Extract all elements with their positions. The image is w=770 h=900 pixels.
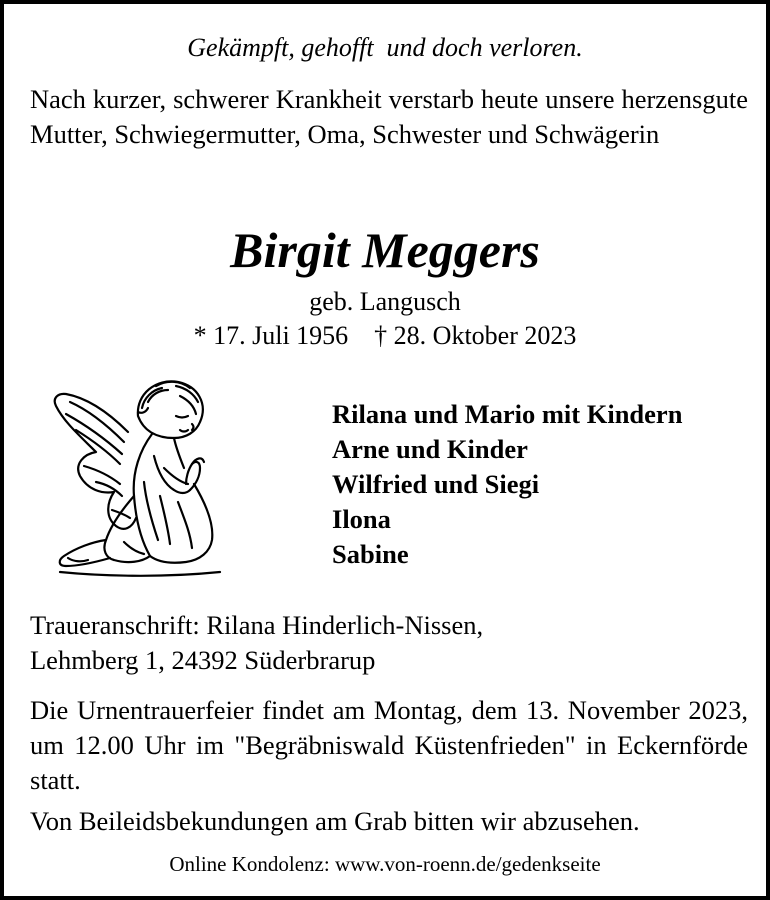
mourner-item: Sabine	[332, 539, 409, 569]
mourner-item: Rilana und Mario mit Kindern	[332, 399, 683, 429]
birth-name: geb. Langusch	[309, 287, 461, 316]
mourner-item: Ilona	[332, 504, 391, 534]
deceased-name: Birgit Meggers	[230, 222, 540, 278]
mourner-item: Wilfried und Siegi	[332, 469, 540, 499]
address-line-2: Lehmberg 1, 24392 Süderbrarup	[30, 645, 376, 675]
address-line-1: Traueranschrift: Rilana Hinderlich-Nissen,	[30, 610, 484, 640]
intro-text: Nach kurzer, schwerer Krankheit verstarb heute unsere herzensgute Mutter, Schwiegermutter, Oma, Schwester und Schwägerin	[30, 84, 748, 149]
ceremony-info: Die Urnentrauerfeier findet am Montag, dem 13. November 2023, um 12.00 Uhr im "Begräbniswald Küstenfrieden" in Eckernförde statt.	[30, 695, 748, 795]
no-condolences-note: Von Beileidsbekundungen am Grab bitten wir abzusehen.	[30, 806, 640, 836]
mourning-address	[30, 608, 483, 678]
online-condolence-link[interactable]: Online Kondolenz: www.von-roenn.de/gedenkseite	[169, 852, 601, 876]
praying-angel-icon	[40, 372, 240, 588]
mourners-list	[332, 397, 682, 572]
life-dates: * 17. Juli 1956 † 28. Oktober 2023	[193, 321, 577, 350]
motto: Gekämpft, gehofft und doch verloren.	[187, 33, 583, 62]
mourner-item: Arne und Kinder	[332, 434, 528, 464]
